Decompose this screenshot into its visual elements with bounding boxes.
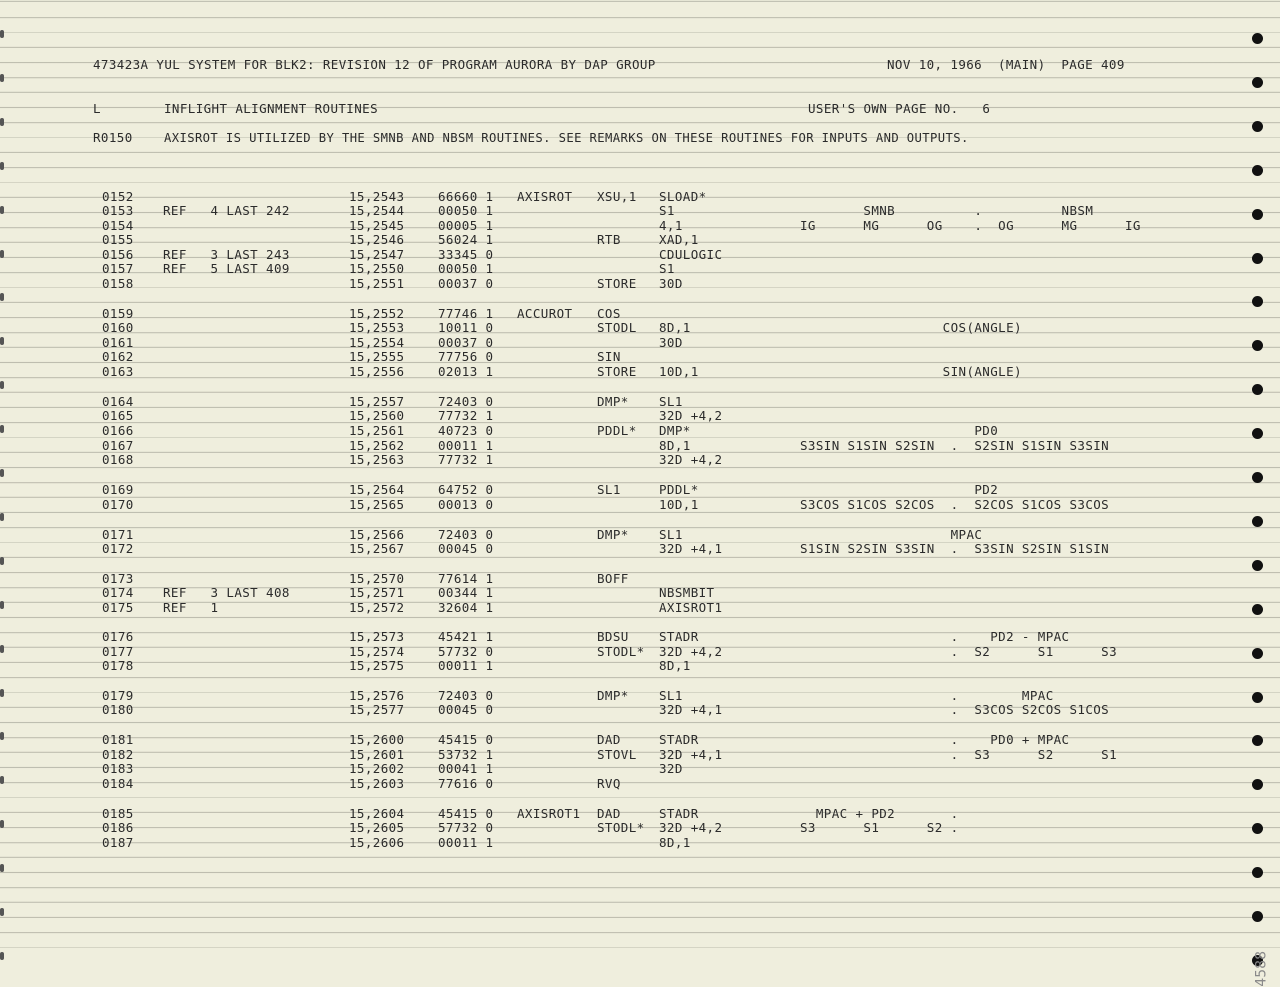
octal-word: 10011 0 xyxy=(438,320,494,335)
address-field: 15,2543 xyxy=(349,189,405,204)
margin-mark xyxy=(0,162,4,170)
margin-mark xyxy=(0,118,4,126)
line-number: 0157 xyxy=(102,261,134,276)
octal-word: 40723 0 xyxy=(438,423,494,438)
octal-word: 00011 1 xyxy=(438,835,494,850)
feed-hole xyxy=(1252,296,1263,307)
margin-mark xyxy=(0,601,4,609)
octal-word: 57732 0 xyxy=(438,820,494,835)
address-field: 15,2605 xyxy=(349,820,405,835)
comment-field: S1SIN S2SIN S3SIN . S3SIN S2SIN S1SIN xyxy=(800,541,1110,556)
line-number: 0187 xyxy=(102,835,134,850)
address-field: 15,2550 xyxy=(349,261,405,276)
line-number: 0185 xyxy=(102,806,134,821)
feed-hole xyxy=(1252,823,1263,834)
address-field: 15,2546 xyxy=(349,232,405,247)
operand-field: 8D,1 xyxy=(659,320,691,335)
octal-word: 02013 1 xyxy=(438,364,494,379)
address-field: 15,2567 xyxy=(349,541,405,556)
operand-field: STADR xyxy=(659,806,699,821)
octal-word: 33345 0 xyxy=(438,247,494,262)
octal-word: 00045 0 xyxy=(438,702,494,717)
opcode-field: STORE xyxy=(597,276,637,291)
operand-field: STADR xyxy=(659,732,699,747)
address-field: 15,2606 xyxy=(349,835,405,850)
margin-mark xyxy=(0,864,4,872)
ref-field: REF 3 LAST 408 xyxy=(163,585,290,600)
comment-field: . PD2 - MPAC xyxy=(800,629,1070,644)
feed-hole xyxy=(1252,121,1263,132)
line-number: 0156 xyxy=(102,247,134,262)
address-field: 15,2544 xyxy=(349,203,405,218)
line-number: 0169 xyxy=(102,482,134,497)
margin-mark xyxy=(0,293,4,301)
user-page-label: USER'S OWN PAGE NO. 6 xyxy=(808,101,991,116)
operand-field: STADR xyxy=(659,629,699,644)
octal-word: 72403 0 xyxy=(438,527,494,542)
address-field: 15,2564 xyxy=(349,482,405,497)
address-field: 15,2601 xyxy=(349,747,405,762)
margin-mark xyxy=(0,30,4,38)
operand-field: SL1 xyxy=(659,394,683,409)
octal-word: 32604 1 xyxy=(438,600,494,615)
feed-hole xyxy=(1252,648,1263,659)
opcode-field: DMP* xyxy=(597,527,629,542)
line-number: 0166 xyxy=(102,423,134,438)
address-field: 15,2576 xyxy=(349,688,405,703)
operand-field: 32D +4,2 xyxy=(659,820,723,835)
comment-field: S3 S1 S2 . xyxy=(800,820,959,835)
opcode-field: DAD xyxy=(597,806,621,821)
operand-field: SL1 xyxy=(659,688,683,703)
line-number: 0183 xyxy=(102,761,134,776)
operand-field: S1 xyxy=(659,261,675,276)
address-field: 15,2602 xyxy=(349,761,405,776)
line-number: 0165 xyxy=(102,408,134,423)
address-field: 15,2561 xyxy=(349,423,405,438)
address-field: 15,2575 xyxy=(349,658,405,673)
octal-word: 00005 1 xyxy=(438,218,494,233)
address-field: 15,2603 xyxy=(349,776,405,791)
operand-field: 10D,1 xyxy=(659,497,699,512)
comment-field: COS(ANGLE) xyxy=(800,320,1022,335)
octal-word: 66660 1 xyxy=(438,189,494,204)
margin-mark xyxy=(0,645,4,653)
address-field: 15,2545 xyxy=(349,218,405,233)
operand-field: DMP* xyxy=(659,423,691,438)
operand-field: 30D xyxy=(659,276,683,291)
page-header-right: NOV 10, 1966 (MAIN) PAGE 409 xyxy=(887,57,1125,72)
feed-hole xyxy=(1252,77,1263,88)
opcode-field: DMP* xyxy=(597,394,629,409)
comment-field: . S3 S2 S1 xyxy=(800,747,1118,762)
address-field: 15,2554 xyxy=(349,335,405,350)
line-number: 0178 xyxy=(102,658,134,673)
operand-field: 30D xyxy=(659,335,683,350)
opcode-field: STORE xyxy=(597,364,637,379)
operand-field: 32D +4,1 xyxy=(659,747,723,762)
address-field: 15,2563 xyxy=(349,452,405,467)
line-number: 0152 xyxy=(102,189,134,204)
opcode-field: RVQ xyxy=(597,776,621,791)
opcode-field: XSU,1 xyxy=(597,189,637,204)
operand-field: 32D xyxy=(659,761,683,776)
ref-field: REF 1 xyxy=(163,600,219,615)
line-number: 0163 xyxy=(102,364,134,379)
opcode-field: STODL* xyxy=(597,820,645,835)
operand-field: CDULOGIC xyxy=(659,247,723,262)
ref-field: REF 5 LAST 409 xyxy=(163,261,290,276)
octal-word: 00013 0 xyxy=(438,497,494,512)
opcode-field: SL1 xyxy=(597,482,621,497)
address-field: 15,2566 xyxy=(349,527,405,542)
octal-word: 77756 0 xyxy=(438,349,494,364)
comment-field: . S3COS S2COS S1COS xyxy=(800,702,1110,717)
label-field: ACCUROT xyxy=(517,306,573,321)
comment-field: S3SIN S1SIN S2SIN . S2SIN S1SIN S3SIN xyxy=(800,438,1110,453)
address-field: 15,2547 xyxy=(349,247,405,262)
line-number: 0184 xyxy=(102,776,134,791)
line-number: 0153 xyxy=(102,203,134,218)
comment-field: PD0 xyxy=(800,423,999,438)
feed-hole xyxy=(1252,384,1263,395)
section-code: L xyxy=(93,101,101,116)
margin-mark xyxy=(0,557,4,565)
address-field: 15,2571 xyxy=(349,585,405,600)
operand-field: 32D +4,2 xyxy=(659,452,723,467)
octal-word: 00011 1 xyxy=(438,658,494,673)
operand-field: 8D,1 xyxy=(659,438,691,453)
address-field: 15,2572 xyxy=(349,600,405,615)
ref-field: REF 4 LAST 242 xyxy=(163,203,290,218)
line-number: 0179 xyxy=(102,688,134,703)
line-number: 0174 xyxy=(102,585,134,600)
margin-mark xyxy=(0,469,4,477)
comment-field: . MPAC xyxy=(800,688,1054,703)
feed-hole xyxy=(1252,779,1263,790)
address-field: 15,2600 xyxy=(349,732,405,747)
line-number: 0182 xyxy=(102,747,134,762)
feed-hole xyxy=(1252,867,1263,878)
margin-mark xyxy=(0,732,4,740)
feed-hole xyxy=(1252,911,1263,922)
operand-field: 4,1 xyxy=(659,218,683,233)
opcode-field: SIN xyxy=(597,349,621,364)
octal-word: 00050 1 xyxy=(438,261,494,276)
octal-word: 56024 1 xyxy=(438,232,494,247)
octal-word: 00045 0 xyxy=(438,541,494,556)
line-number: 0172 xyxy=(102,541,134,556)
line-number: 0177 xyxy=(102,644,134,659)
octal-word: 64752 0 xyxy=(438,482,494,497)
line-number: 0176 xyxy=(102,629,134,644)
section-title: INFLIGHT ALIGNMENT ROUTINES xyxy=(164,101,378,116)
feed-hole xyxy=(1252,472,1263,483)
operand-field: 32D +4,1 xyxy=(659,541,723,556)
line-number: 0162 xyxy=(102,349,134,364)
address-field: 15,2574 xyxy=(349,644,405,659)
margin-mark xyxy=(0,689,4,697)
address-field: 15,2577 xyxy=(349,702,405,717)
feed-hole xyxy=(1252,604,1263,615)
octal-word: 77614 1 xyxy=(438,571,494,586)
feed-hole xyxy=(1252,735,1263,746)
operand-field: 10D,1 xyxy=(659,364,699,379)
page-header-left: 473423A YUL SYSTEM FOR BLK2: REVISION 12 OF PROGRAM AURORA BY DAP GROUP xyxy=(93,57,656,72)
comment-field: SMNB . NBSM xyxy=(800,203,1094,218)
line-number: 0180 xyxy=(102,702,134,717)
operand-field: 32D +4,2 xyxy=(659,408,723,423)
feed-hole xyxy=(1252,165,1263,176)
comment-field: MPAC xyxy=(800,527,983,542)
address-field: 15,2556 xyxy=(349,364,405,379)
line-number: 0160 xyxy=(102,320,134,335)
feed-hole xyxy=(1252,516,1263,527)
line-number: 0173 xyxy=(102,571,134,586)
margin-mark xyxy=(0,74,4,82)
feed-hole xyxy=(1252,692,1263,703)
line-number: 0167 xyxy=(102,438,134,453)
operand-field: 32D +4,1 xyxy=(659,702,723,717)
comment-field: . S2 S1 S3 xyxy=(800,644,1118,659)
line-number: 0161 xyxy=(102,335,134,350)
line-number: 0159 xyxy=(102,306,134,321)
opcode-field: COS xyxy=(597,306,621,321)
operand-field: 8D,1 xyxy=(659,658,691,673)
comment-field: . PD0 + MPAC xyxy=(800,732,1070,747)
octal-word: 77746 1 xyxy=(438,306,494,321)
operand-field: S1 xyxy=(659,203,675,218)
opcode-field: DAD xyxy=(597,732,621,747)
label-field: AXISROT xyxy=(517,189,573,204)
operand-field: 8D,1 xyxy=(659,835,691,850)
comment-field: MPAC + PD2 . xyxy=(800,806,959,821)
remark-text: AXISROT IS UTILIZED BY THE SMNB AND NBSM ROUTINES. SEE REMARKS ON THESE ROUTINES FOR INPUTS AND OUTPUTS. xyxy=(164,131,969,145)
opcode-field: RTB xyxy=(597,232,621,247)
opcode-field: STOVL xyxy=(597,747,637,762)
octal-word: 57732 0 xyxy=(438,644,494,659)
operand-field: NBSMBIT xyxy=(659,585,715,600)
address-field: 15,2557 xyxy=(349,394,405,409)
comment-field: S3COS S1COS S2COS . S2COS S1COS S3COS xyxy=(800,497,1110,512)
operand-field: SL1 xyxy=(659,527,683,542)
line-number: 0171 xyxy=(102,527,134,542)
octal-word: 45415 0 xyxy=(438,732,494,747)
address-field: 15,2604 xyxy=(349,806,405,821)
comment-field: PD2 xyxy=(800,482,999,497)
feed-hole xyxy=(1252,253,1263,264)
line-number: 0155 xyxy=(102,232,134,247)
operand-field: 32D +4,2 xyxy=(659,644,723,659)
opcode-field: DMP* xyxy=(597,688,629,703)
margin-mark xyxy=(0,425,4,433)
octal-word: 00041 1 xyxy=(438,761,494,776)
feed-hole xyxy=(1252,560,1263,571)
opcode-field: BOFF xyxy=(597,571,629,586)
opcode-field: BDSU xyxy=(597,629,629,644)
line-number: 0164 xyxy=(102,394,134,409)
octal-word: 00050 1 xyxy=(438,203,494,218)
label-field: AXISROT1 xyxy=(517,806,581,821)
address-field: 15,2552 xyxy=(349,306,405,321)
address-field: 15,2555 xyxy=(349,349,405,364)
opcode-field: STODL xyxy=(597,320,637,335)
address-field: 15,2562 xyxy=(349,438,405,453)
octal-word: 00344 1 xyxy=(438,585,494,600)
line-number: 0181 xyxy=(102,732,134,747)
comment-field: SIN(ANGLE) xyxy=(800,364,1022,379)
tractor-feed-holes xyxy=(1252,0,1266,961)
octal-word: 72403 0 xyxy=(438,688,494,703)
line-number: 0186 xyxy=(102,820,134,835)
margin-mark xyxy=(0,337,4,345)
octal-word: 45415 0 xyxy=(438,806,494,821)
feed-hole xyxy=(1252,209,1263,220)
address-field: 15,2570 xyxy=(349,571,405,586)
operand-field: XAD,1 xyxy=(659,232,699,247)
comment-field: IG MG OG . OG MG IG xyxy=(800,218,1141,233)
line-number: 0158 xyxy=(102,276,134,291)
ref-field: REF 3 LAST 243 xyxy=(163,247,290,262)
octal-word: 45421 1 xyxy=(438,629,494,644)
margin-mark xyxy=(0,952,4,960)
margin-mark xyxy=(0,820,4,828)
address-field: 15,2573 xyxy=(349,629,405,644)
octal-word: 00011 1 xyxy=(438,438,494,453)
address-field: 15,2553 xyxy=(349,320,405,335)
octal-word: 77732 1 xyxy=(438,452,494,467)
operand-field: PDDL* xyxy=(659,482,699,497)
margin-mark xyxy=(0,776,4,784)
feed-hole xyxy=(1252,340,1263,351)
margin-mark xyxy=(0,381,4,389)
margin-mark xyxy=(0,206,4,214)
margin-mark xyxy=(0,513,4,521)
operand-field: SLOAD* xyxy=(659,189,707,204)
feed-hole xyxy=(1252,428,1263,439)
margin-mark xyxy=(0,908,4,916)
octal-word: 72403 0 xyxy=(438,394,494,409)
opcode-field: STODL* xyxy=(597,644,645,659)
remark-code: R0150 xyxy=(93,130,133,145)
line-number: 0154 xyxy=(102,218,134,233)
line-number: 0168 xyxy=(102,452,134,467)
line-number: 0175 xyxy=(102,600,134,615)
octal-word: 77616 0 xyxy=(438,776,494,791)
feed-hole xyxy=(1252,33,1263,44)
opcode-field: PDDL* xyxy=(597,423,637,438)
octal-word: 53732 1 xyxy=(438,747,494,762)
margin-mark xyxy=(0,250,4,258)
octal-word: 00037 0 xyxy=(438,276,494,291)
address-field: 15,2551 xyxy=(349,276,405,291)
address-field: 15,2565 xyxy=(349,497,405,512)
address-field: 15,2560 xyxy=(349,408,405,423)
page-stamp: 4588 xyxy=(1254,951,1270,987)
line-number: 0170 xyxy=(102,497,134,512)
octal-word: 77732 1 xyxy=(438,408,494,423)
operand-field: AXISROT1 xyxy=(659,600,723,615)
octal-word: 00037 0 xyxy=(438,335,494,350)
